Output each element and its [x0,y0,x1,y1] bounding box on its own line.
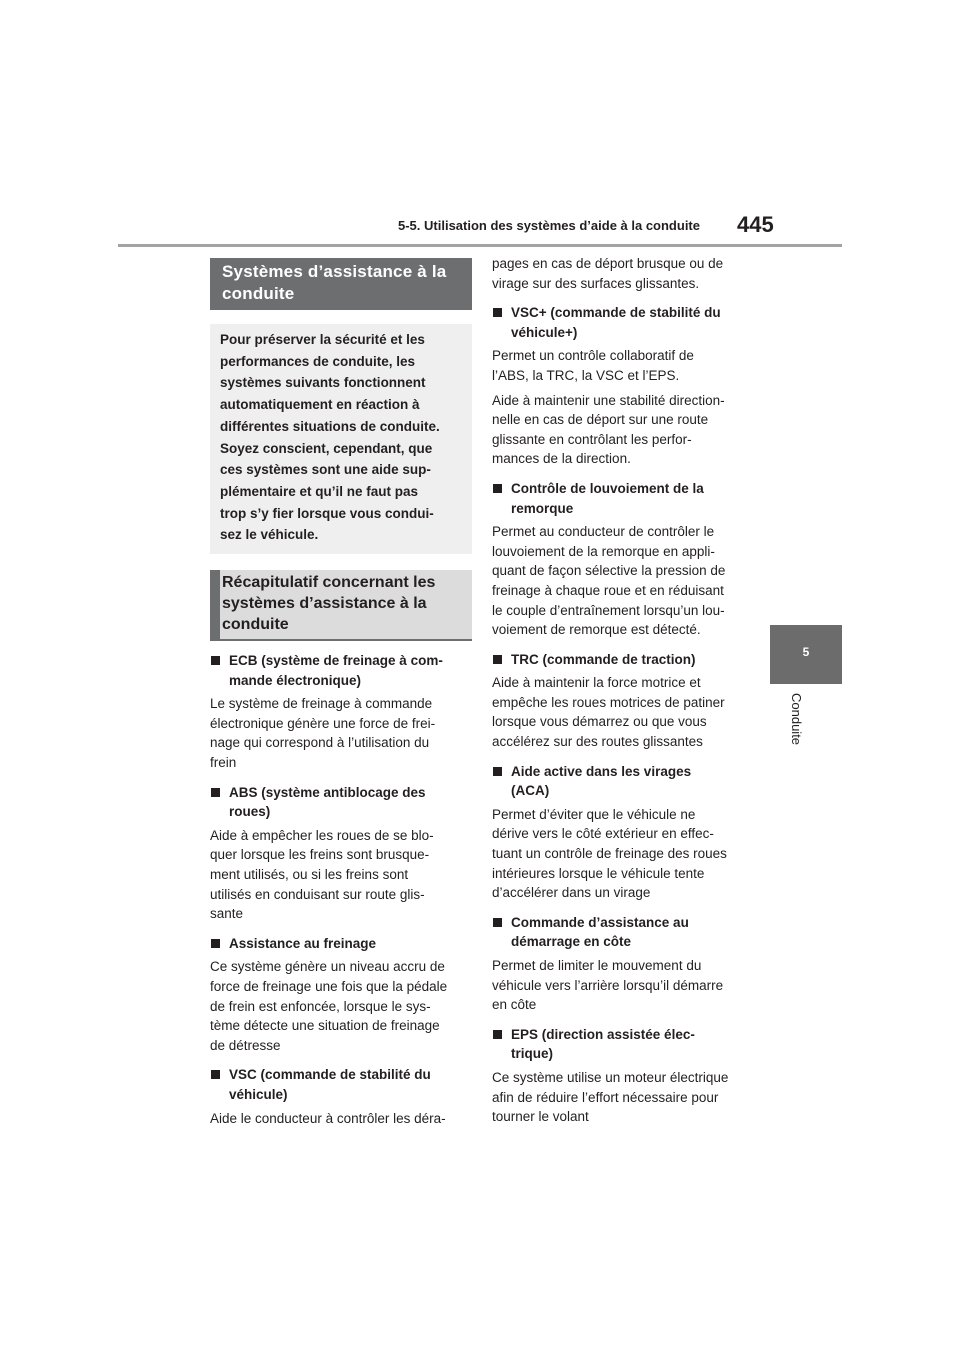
description-line: accélérez sur des routes glissantes [492,734,703,750]
description-paragraph [492,522,752,640]
feature-heading [210,1065,472,1104]
feature-entry [492,913,752,1015]
description-line: Aide le conducteur à contrôler les déra- [210,1110,446,1126]
feature-heading-line: EPS (direction assistée élec- [511,1026,695,1042]
feature-heading-line: démarrage en côte [511,934,632,950]
description-line: tourner le volant [492,1109,589,1125]
description-paragraph [492,956,752,1015]
description-line: de frein est enfoncée, lorsque le sys- [210,998,431,1014]
description-line: le couple d’entraînement lorsqu’un lou- [492,602,725,618]
description-line: utilisés en conduisant sur route glis- [210,886,425,902]
description-line: Ce système utilise un moteur électrique [492,1069,729,1085]
feature-heading [210,783,472,822]
description-line: nelle en cas de déport sur une route [492,412,709,428]
description-line: Aide à maintenir une stabilité direction- [492,392,725,408]
feature-heading-line: VSC+ (commande de stabilité du [511,305,721,321]
description-line: voiement de remorque est détecté. [492,622,701,638]
description-line: tème détecte une situation de freinage [210,1018,440,1034]
description-line: en côte [492,997,537,1013]
feature-heading-line: trique) [511,1046,553,1062]
description-line: freinage à chaque roue et en réduisant [492,582,724,598]
feature-heading [492,913,752,952]
description-line: Le système de freinage à commande [210,696,433,712]
feature-heading-line: Contrôle de louvoiement de la [511,480,704,496]
feature-entry [492,303,752,469]
description-paragraph [210,1109,472,1129]
feature-heading [492,479,752,518]
description-line: frein [210,755,237,770]
feature-heading-line: Assistance au freinage [229,935,377,951]
feature-description [492,805,752,903]
description-line: électronique génère une force de frei- [210,715,436,731]
left-column [210,258,472,1133]
description-line: force de freinage une fois que la pédale [210,978,448,994]
chapter-tab [770,625,842,684]
description-line: mances de la direction. [492,451,631,467]
feature-heading [492,1025,752,1064]
description-line: Aide à maintenir la force motrice et [492,675,701,691]
feature-heading-line: mande électronique) [229,672,362,688]
feature-entry [210,934,472,1056]
feature-entry [492,650,752,752]
feature-description [210,826,472,924]
feature-heading-line: VSC (commande de stabilité du [229,1067,431,1083]
description-line: Permet d’éviter que le véhicule ne [492,806,696,822]
intro-box: Pour préserver la sécurité et les performances de conduite, les systèmes suivants fonctionnent automatiquement en réaction à différentes situations de conduite. Soyez conscient, cependant, que ces systèmes sont une aide sup- plémentaire et qu’il ne faut pas trop s’y fier lorsque vous condui- sez le véhicule. [210,324,472,554]
description-line: Permet de limiter le mouvement du [492,958,702,973]
section-title-summary: Récapitulatif concernant les systèmes d’assistance à la conduite [210,570,472,641]
description-paragraph [210,826,472,924]
feature-description [210,957,472,1055]
description-paragraph [492,805,752,903]
description-paragraph [492,391,752,469]
description-line: Ce système génère un niveau accru de [210,959,445,975]
feature-entry [492,762,752,903]
feature-entry [492,479,752,640]
header-divider [118,244,842,247]
feature-heading-line: roues) [229,804,271,820]
description-line: quer lorsque les freins sont brusque- [210,847,430,863]
left-entries [210,651,472,1128]
feature-description [492,1068,752,1127]
description-line: louvoiement de la remorque en appli- [492,543,715,559]
description-paragraph [492,673,752,751]
description-line: quant de façon sélective la pression de [492,563,726,579]
feature-entry [492,1025,752,1127]
feature-heading-line: véhicule) [229,1086,288,1102]
description-line: nage qui correspond à l’utilisation du [210,735,430,751]
feature-heading [492,762,752,801]
feature-heading-line: ECB (système de freinage à com- [229,653,443,669]
chapter-number: 5 [802,645,810,659]
description-paragraph [210,694,472,772]
page-number: 445 [737,212,774,237]
description-line: glissante en contrôlant les perfor- [492,431,692,447]
feature-heading-line: véhicule+) [511,324,578,340]
feature-heading [492,650,752,670]
description-line: Aide à empêcher les roues de se blo- [210,827,434,843]
chapter-label-text: Conduite [789,693,804,746]
feature-description [492,673,752,751]
description-line: de détresse [210,1037,281,1053]
right-entries [492,303,752,1127]
feature-heading-line: Aide active dans les virages [511,763,692,779]
feature-heading [210,934,472,954]
description-line: intérieures lorsque le véhicule tente [492,865,705,881]
description-line: d’accélérer dans un virage [492,885,651,901]
description-paragraph [492,1068,752,1127]
feature-description [492,346,752,469]
description-line: dérive vers le côté extérieur en effec- [492,826,714,842]
feature-heading-line: TRC (commande de traction) [511,651,696,667]
continued-paragraph: pages en cas de déport brusque ou de virage sur des surfaces glissantes. [492,256,724,291]
feature-entry [210,651,472,773]
feature-description [492,522,752,640]
description-line: l’ABS, la TRC, la VSC et l’EPS. [492,367,680,383]
feature-heading-line: remorque [511,500,574,516]
description-line: Permet un contrôle collaboratif de [492,348,694,364]
description-line: Permet au conducteur de contrôler le [492,524,715,540]
feature-description [210,1109,472,1129]
description-paragraph [492,346,752,385]
feature-heading-line: (ACA) [511,783,550,799]
description-line: véhicule vers l’arrière lorsqu’il démarre [492,977,724,993]
description-paragraph [210,957,472,1055]
feature-description [210,694,472,772]
section-title-driving-assistance: Systèmes d’assistance à la conduite [210,258,472,310]
feature-entry [210,783,472,924]
description-line: tuant un contrôle de freinage des roues [492,846,727,862]
right-column [492,254,752,1132]
feature-heading-line: Commande d’assistance au [511,914,689,930]
description-line: lorsque vous démarrez ou que vous [492,714,707,730]
feature-heading [492,303,752,342]
feature-heading [210,651,472,690]
description-line: sante [210,906,244,922]
feature-heading-line: ABS (système antiblocage des [229,784,426,800]
chapter-label [790,693,806,753]
feature-entry [210,1065,472,1128]
description-line: afin de réduire l’effort nécessaire pour [492,1089,719,1105]
section-breadcrumb: 5-5. Utilisation des systèmes d’aide à la conduite [398,218,700,233]
description-line: empêche les roues motrices de patiner [492,694,725,710]
description-line: ment utilisés, ou si les freins sont [210,866,409,882]
feature-description [492,956,752,1015]
